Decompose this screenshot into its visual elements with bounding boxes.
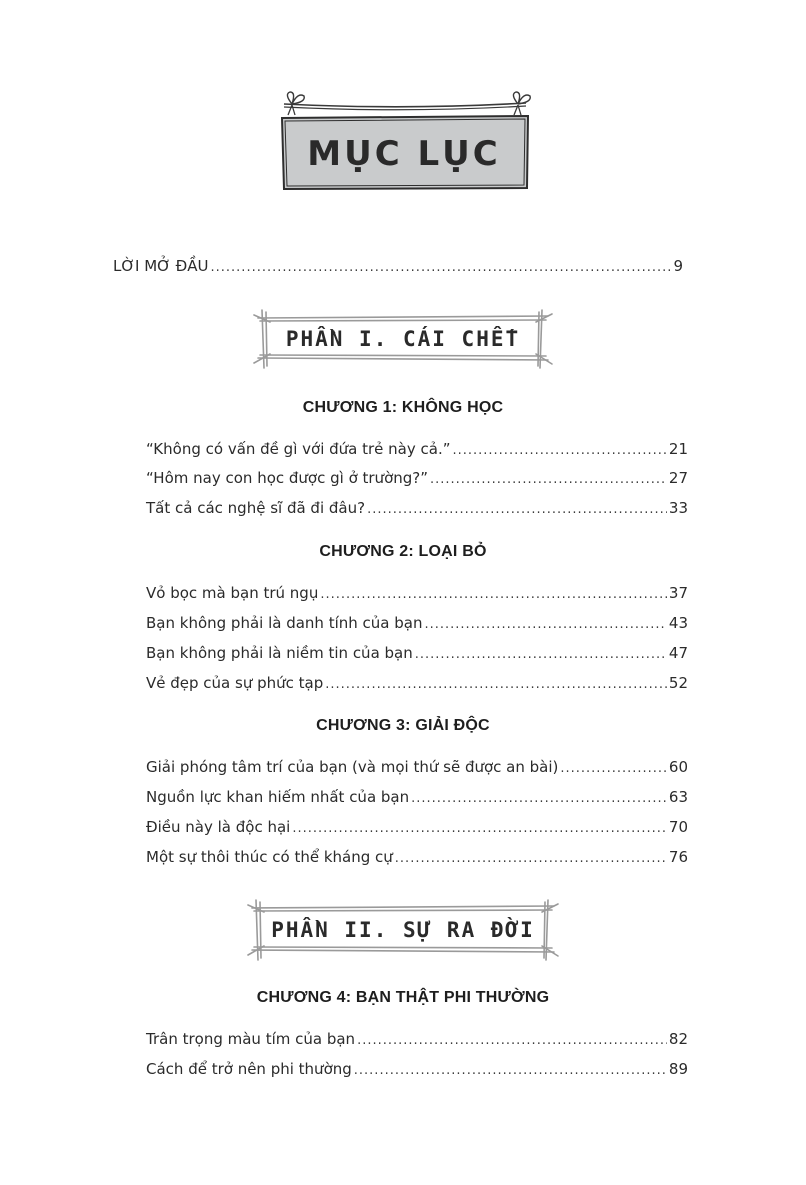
- toc-entry[interactable]: [146, 440, 688, 458]
- toc-entry-page: 9: [673, 257, 683, 275]
- dot-leader: [452, 443, 666, 458]
- dot-leader: [395, 851, 667, 866]
- toc-entry-title: Một sự thôi thúc có thể kháng cự: [146, 848, 393, 866]
- dot-leader: [430, 472, 667, 487]
- toc-entry-title: Điều này là độc hại: [146, 818, 291, 836]
- toc-entry-title: Cách để trở nên phi thường: [146, 1060, 352, 1078]
- part-1-title: PHẦN I. CÁI CHẾT: [285, 327, 521, 351]
- chapter-2-heading: CHƯƠNG 2: LOẠI BỎ: [319, 543, 487, 560]
- toc-entry-page: 37: [668, 584, 688, 602]
- toc-entry-title: LỜI MỞ ĐẦU: [113, 257, 209, 275]
- toc-entry-page: 52: [668, 674, 688, 692]
- toc-entry[interactable]: [146, 818, 688, 836]
- toc-entry[interactable]: [146, 499, 688, 517]
- toc-entry[interactable]: [146, 614, 688, 632]
- dot-leader: [357, 1033, 667, 1048]
- toc-entry[interactable]: [146, 788, 688, 806]
- toc-entry-page: 47: [668, 644, 688, 662]
- toc-entry[interactable]: [146, 584, 688, 602]
- toc-entry-title: Trân trọng màu tím của bạn: [146, 1030, 356, 1048]
- dot-leader: [411, 791, 667, 806]
- toc-entry[interactable]: [146, 848, 688, 866]
- toc-entry-page: 33: [668, 499, 688, 517]
- toc-entry-title: “Không có vấn đề gì với đứa trẻ này cả.”: [146, 440, 451, 458]
- page-title: MỤC LỤC: [307, 134, 501, 174]
- toc-entry[interactable]: [146, 1060, 688, 1078]
- dot-leader: [415, 647, 667, 662]
- dot-leader: [320, 587, 667, 602]
- toc-entry-title: Vẻ đẹp của sự phức tạp: [146, 674, 324, 692]
- dot-leader: [292, 821, 667, 836]
- toc-entry-title: Bạn không phải là niềm tin của bạn: [146, 644, 413, 662]
- toc-entry-page: 27: [668, 469, 688, 487]
- toc-entry-page: 63: [668, 788, 688, 806]
- toc-entry-page: 82: [668, 1030, 688, 1048]
- toc-entry-page: 76: [668, 848, 688, 866]
- dot-leader: [424, 617, 666, 632]
- dot-leader: [367, 502, 667, 517]
- chapter-3-heading: CHƯƠNG 3: GIẢI ĐỘC: [316, 717, 490, 734]
- dot-leader: [560, 761, 667, 776]
- toc-entry-title: Bạn không phải là danh tính của bạn: [146, 614, 423, 632]
- part-2-title: PHẦN II. SỰ RA ĐỜI: [271, 918, 535, 942]
- toc-entry-page: 43: [668, 614, 688, 632]
- toc-entry[interactable]: [146, 469, 688, 487]
- toc-entry-page: 60: [668, 758, 688, 776]
- toc-entry-title: Giải phóng tâm trí của bạn (và mọi thứ sẽ được an bài): [146, 758, 559, 776]
- toc-entry[interactable]: [146, 758, 688, 776]
- dot-leader: [354, 1063, 667, 1078]
- toc-entry[interactable]: [146, 644, 688, 662]
- toc-entry-intro[interactable]: [113, 257, 683, 275]
- chapter-4-heading: CHƯƠNG 4: BẠN THẬT PHI THƯỜNG: [256, 989, 550, 1006]
- toc-entry[interactable]: [146, 1030, 688, 1048]
- toc-entry-page: 89: [668, 1060, 688, 1078]
- chapter-1-heading: CHƯƠNG 1: KHÔNG HỌC: [302, 399, 504, 416]
- toc-entry-title: Vỏ bọc mà bạn trú ngụ: [146, 584, 319, 602]
- toc-entry-title: Tất cả các nghệ sĩ đã đi đâu?: [146, 499, 366, 517]
- toc-entry-title: “Hôm nay con học được gì ở trường?”: [146, 469, 429, 487]
- dot-leader: [211, 260, 672, 275]
- toc-entry-title: Nguồn lực khan hiếm nhất của bạn: [146, 788, 410, 806]
- toc-entry-page: 70: [668, 818, 688, 836]
- toc-entry-page: 21: [668, 440, 688, 458]
- toc-entry[interactable]: [146, 674, 688, 692]
- dot-leader: [325, 677, 667, 692]
